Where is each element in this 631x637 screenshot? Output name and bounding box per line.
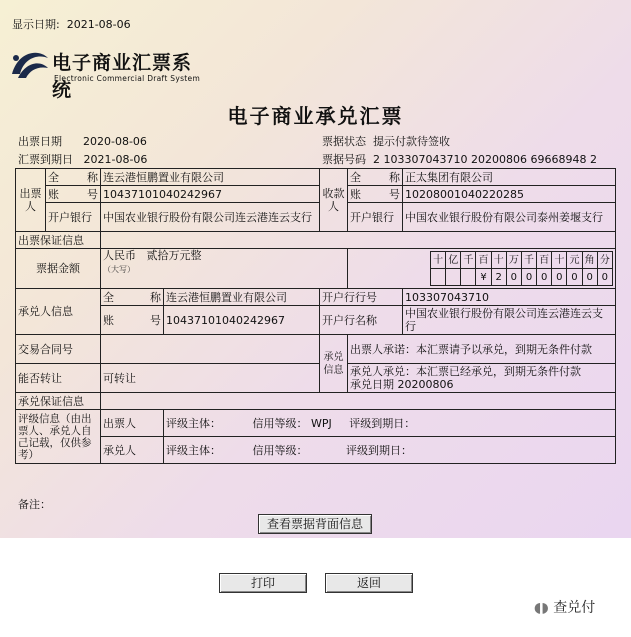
contract-label: 交易合同号 — [16, 335, 101, 364]
transfer-label: 能否转让 — [16, 364, 101, 393]
acceptor-bank-no: 103307043710 — [403, 289, 616, 306]
drawer-name: 连云港恒鹏置业有限公司 — [101, 169, 320, 186]
payee-bank: 中国农业银行股份有限公司泰州姜堰支行 — [403, 203, 616, 232]
payee-label: 收款人 — [320, 169, 348, 232]
acceptor-account: 10437101040242967 — [164, 306, 320, 335]
amount-unit-cell: 亿 — [446, 252, 461, 269]
print-button[interactable]: 打印 — [219, 573, 307, 593]
draft-status: 票据状态 提示付款待签收 — [322, 135, 450, 148]
drawer-label: 出票人 — [16, 169, 46, 232]
amount-digit-cell — [446, 269, 461, 286]
payee-account: 10208001040220285 — [403, 186, 616, 203]
amount-digit-cell: 0 — [506, 269, 521, 286]
amount-digit-cell: 0 — [552, 269, 567, 286]
logo-icon — [8, 44, 52, 84]
issue-date: 出票日期 2020-08-06 — [18, 135, 147, 148]
drawer-bank: 中国农业银行股份有限公司连云港连云支行 — [101, 203, 320, 232]
return-button[interactable]: 返回 — [325, 573, 413, 593]
draft-table: 出票人 全 称 连云港恒鹏置业有限公司 收款人 全 称 正太集团有限公司 账 号 10437101040242967 账 号 10208001040220285 开户银行 中国农业银行股份有限公司连云港连云支行 开户银行 中国农业银行股份有限公司泰州姜堰支行 出票保证信息 票据金额 人民币 贰拾万元整 （大写） 十 亿 千 百 十 万 千 百 十 元 角 分 ¥ 2 0 0 0 0 0 0 0 承兑人信息 全 称 连云港恒鹏置业有限公司 开户行行号 103307043710 账 号 10437101040242967 开户行名称 中国农业银行股份有限公司连云港连云支行 交易合同号 承兑信息 出票人承诺：本汇票请予以承兑，到期无条件付款 能否转让 可转让 承兑人承兑：本汇票已经承兑，到期无条件付款 承兑日期 20200806 承兑保证信息 评级信息（由出票人、承兑人自己记载，仅供参考） 出票人 评级主体： 信用等级： WPJ 评级到期日： 承兑人 评级主体： 信用等级： 评级到期日： — [15, 168, 616, 464]
amount-digit-cell: 2 — [491, 269, 506, 286]
amount-unit-cell: 千 — [521, 252, 536, 269]
amount-digit-cell: 0 — [597, 269, 612, 286]
accept-guarantee-label: 承兑保证信息 — [16, 393, 101, 410]
acceptor-bank-name: 中国农业银行股份有限公司连云港连云支行 — [403, 306, 616, 335]
drawer-guarantee-label: 出票保证信息 — [16, 232, 101, 249]
acceptor-promise: 承兑人承兑：本汇票已经承兑，到期无条件付款 承兑日期 20200806 — [348, 364, 616, 393]
acceptor-label: 承兑人信息 — [16, 289, 101, 335]
amount-digit-cell: 0 — [582, 269, 597, 286]
rating-label: 评级信息（由出票人、承兑人自己记载，仅供参考） — [16, 410, 101, 464]
amount-unit-cell: 万 — [506, 252, 521, 269]
acceptor-name: 连云港恒鹏置业有限公司 — [164, 289, 320, 306]
amount-unit-cell: 百 — [476, 252, 491, 269]
rating-row-acceptor: 评级主体： 信用等级： 评级到期日： — [164, 437, 616, 464]
system-logo: 电子商业汇票系统 Electronic Commercial Draft System — [8, 44, 208, 88]
amount-digit-cell — [461, 269, 476, 286]
amount-digit-cell — [431, 269, 446, 286]
acceptance-label: 承兑信息 — [320, 335, 348, 393]
draft-title: 电子商业承兑汇票 — [227, 104, 404, 128]
rating-row-drawer: 评级主体： 信用等级： WPJ 评级到期日： — [164, 410, 616, 437]
amount-unit-cell: 十 — [552, 252, 567, 269]
amount-unit-cell: 十 — [491, 252, 506, 269]
remark-label: 备注： — [18, 498, 51, 511]
watermark: ◖◗ 查兑付 — [534, 600, 596, 616]
amount-unit-cell: 百 — [537, 252, 552, 269]
drawer-promise: 出票人承诺：本汇票请予以承兑，到期无条件付款 — [348, 335, 616, 364]
amount-unit-cell: 元 — [567, 252, 582, 269]
amount-digit-cell: ¥ — [476, 269, 491, 286]
amount-label: 票据金额 — [16, 249, 101, 289]
amount-unit-cell: 千 — [461, 252, 476, 269]
draft-number: 票据号码 2 103307043710 20200806 69668948 2 — [322, 153, 597, 166]
amount-digit-cell: 0 — [567, 269, 582, 286]
display-date: 显示日期: 2021-08-06 — [12, 18, 131, 31]
amount-unit-cell: 分 — [597, 252, 612, 269]
amount-unit-cell: 角 — [582, 252, 597, 269]
transfer-value: 可转让 — [101, 364, 320, 393]
payee-name: 正太集团有限公司 — [403, 169, 616, 186]
amount-words: 人民币 贰拾万元整 （大写） — [101, 249, 348, 289]
due-date: 汇票到期日 2021-08-06 — [18, 153, 148, 166]
amount-digit-cell: 0 — [521, 269, 536, 286]
drawer-account: 10437101040242967 — [101, 186, 320, 203]
amount-unit-cell: 十 — [431, 252, 446, 269]
amount-digits — [430, 251, 613, 286]
wechat-icon: ◖◗ — [534, 600, 549, 616]
amount-digit-cell: 0 — [537, 269, 552, 286]
view-back-info-button[interactable]: 查看票据背面信息 — [258, 514, 372, 534]
